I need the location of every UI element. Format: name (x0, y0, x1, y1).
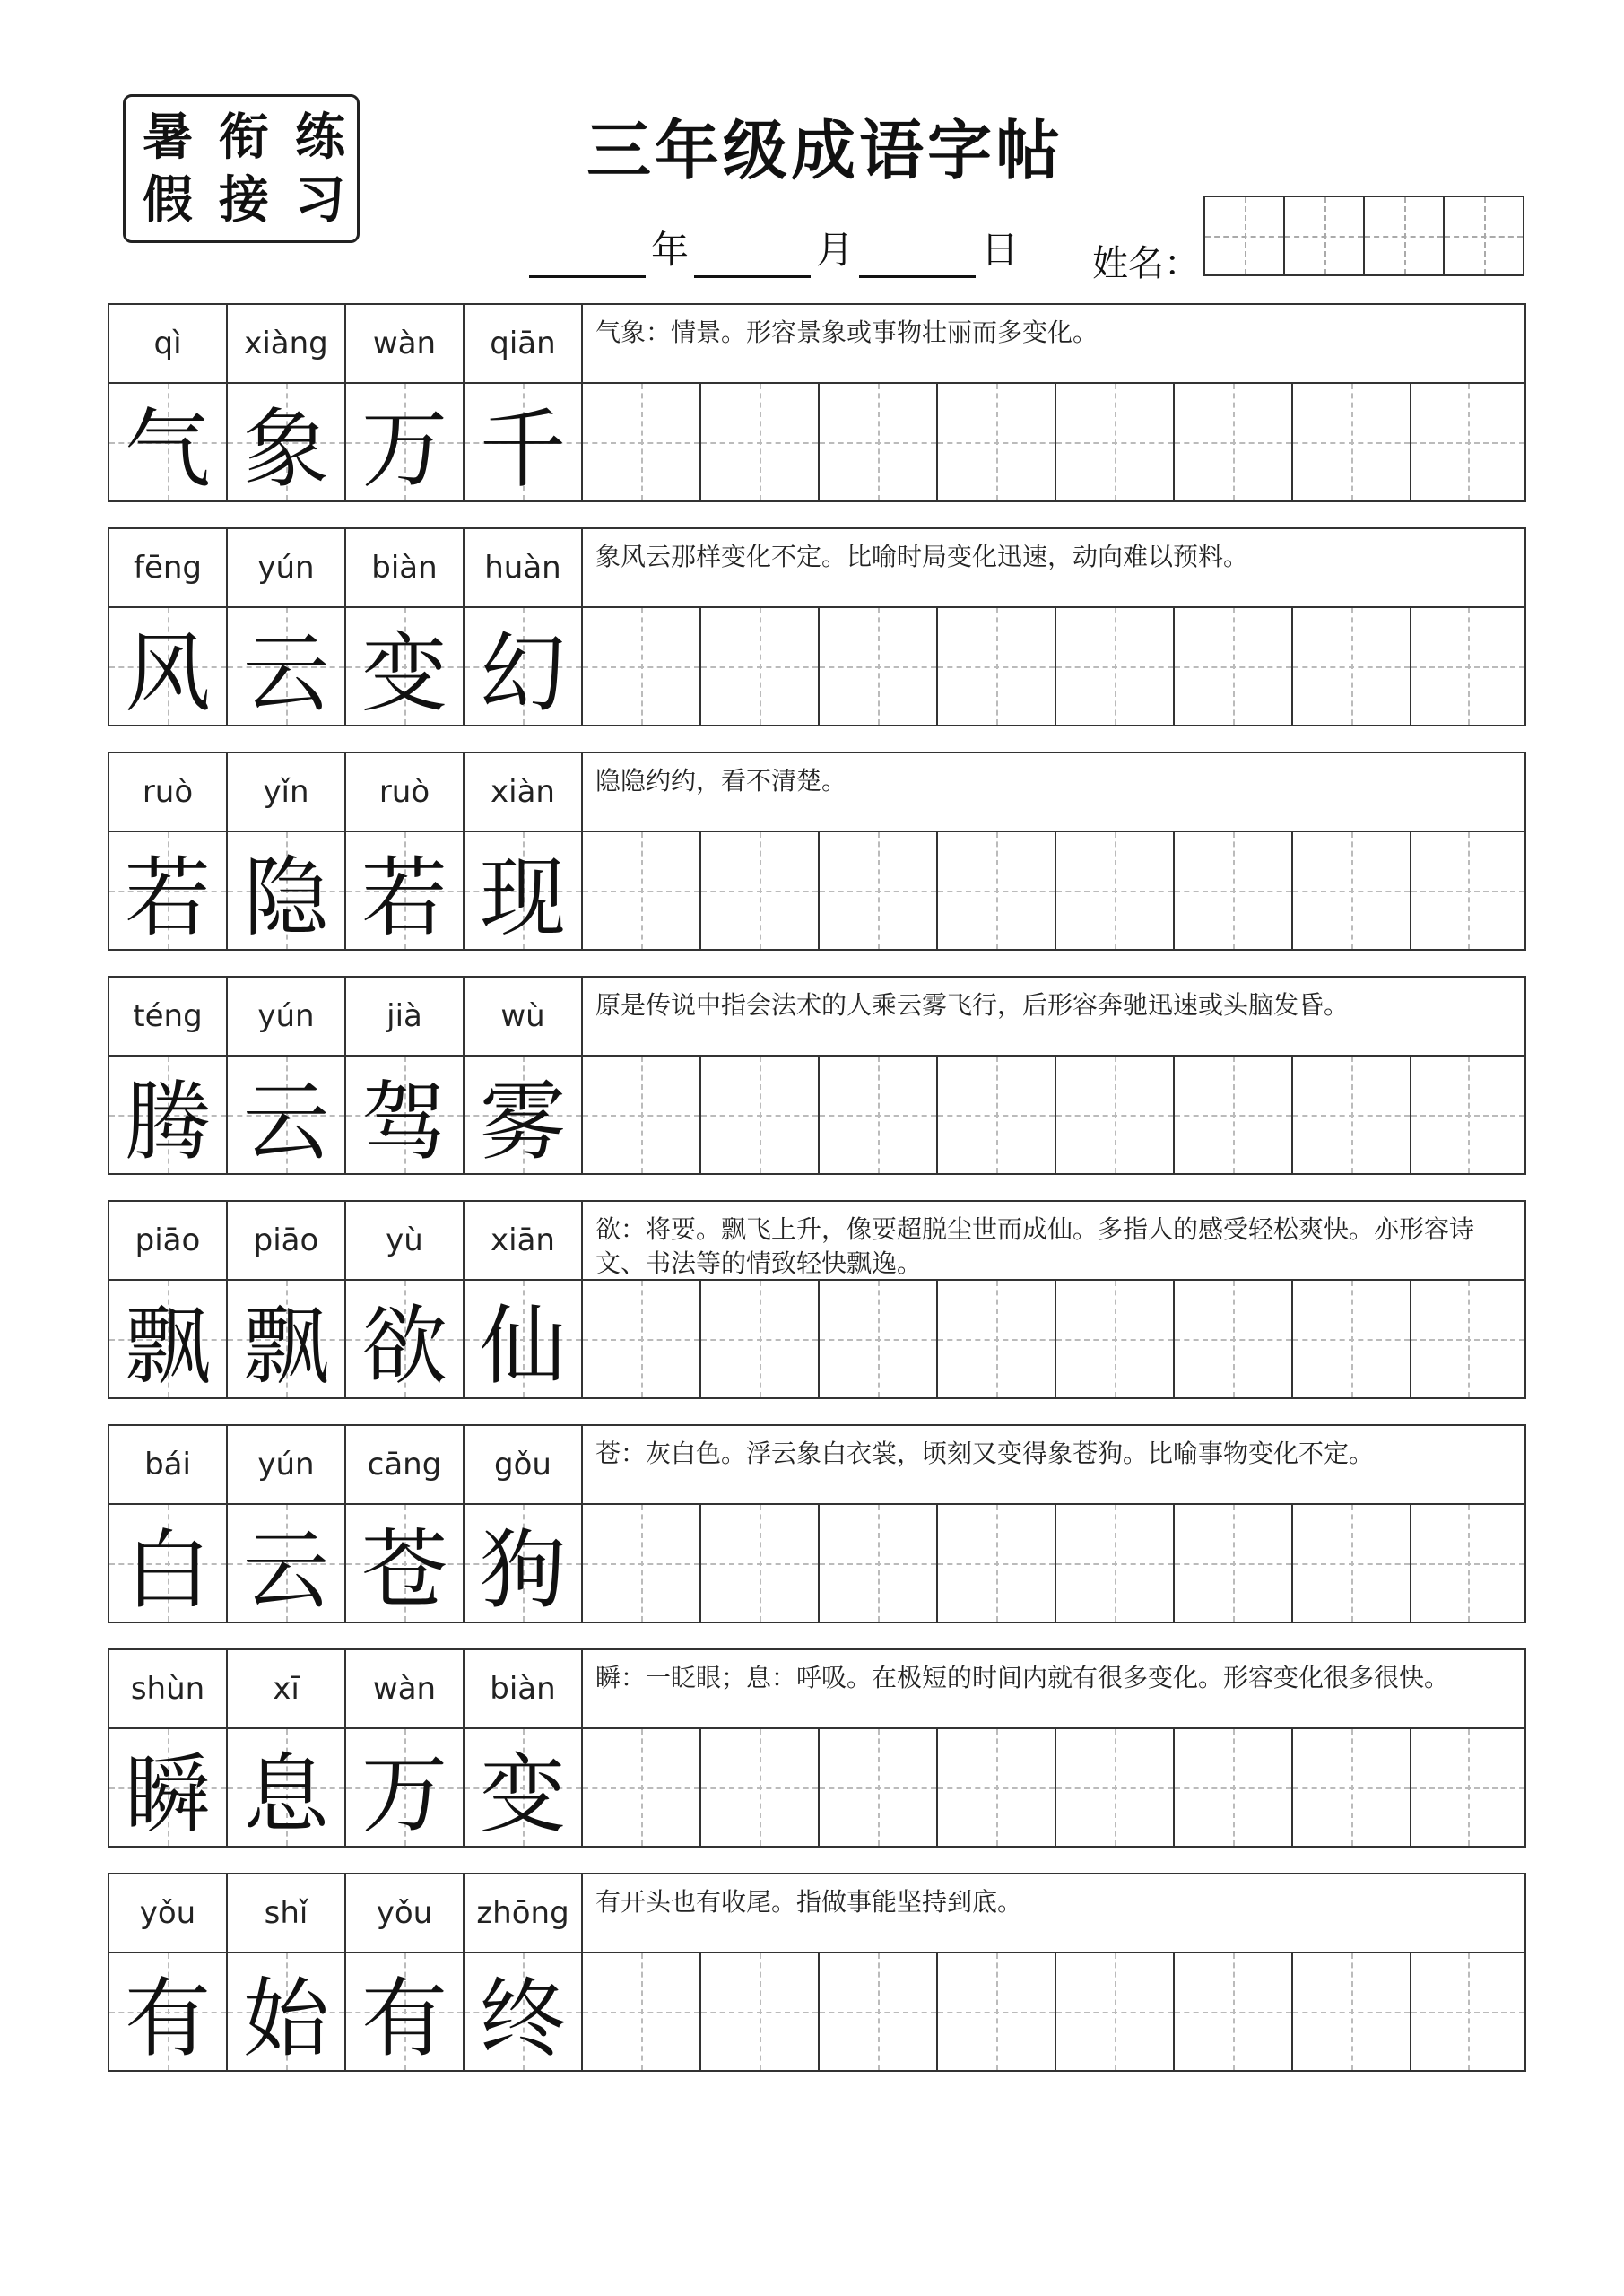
idiom-block (108, 976, 1526, 1175)
idiom-meaning: 苍：灰白色。浮云象白衣裳，顷刻又变得象苍狗。比喻事物变化不定。 (595, 1439, 1375, 1468)
model-character: 千 (480, 398, 566, 500)
character-row (109, 832, 1524, 949)
practice-cell[interactable] (583, 1281, 701, 1397)
character-row (109, 1729, 1524, 1846)
practice-cell[interactable] (1411, 1057, 1524, 1173)
pinyin-row (109, 1650, 1524, 1729)
stamp-column (136, 106, 199, 231)
model-character-cell (346, 1505, 465, 1622)
stamp-char: 练 (295, 108, 345, 167)
practice-cell[interactable] (583, 832, 701, 949)
practice-cell[interactable] (938, 1057, 1056, 1173)
practice-cell[interactable] (820, 832, 938, 949)
model-character: 腾 (125, 1071, 211, 1172)
pinyin-cell: wù (465, 978, 583, 1055)
model-character: 幻 (480, 622, 566, 724)
model-character-cell (109, 832, 228, 949)
practice-cell[interactable] (1056, 1281, 1175, 1397)
pinyin-cell: yún (228, 1426, 346, 1503)
name-cell[interactable] (1205, 197, 1285, 274)
character-row (109, 384, 1524, 500)
model-character: 万 (361, 398, 447, 500)
model-character-cell (109, 1057, 228, 1173)
practice-cell[interactable] (1175, 832, 1293, 949)
model-character: 欲 (361, 1295, 447, 1396)
model-character-cell (109, 1281, 228, 1397)
model-character-cell (109, 1505, 228, 1622)
model-character-cell (346, 1057, 465, 1173)
practice-cell[interactable] (1293, 384, 1411, 500)
name-cell[interactable] (1365, 197, 1445, 274)
practice-cell[interactable] (1411, 1953, 1524, 2070)
idiom-meaning: 隐隐约约，看不清楚。 (595, 766, 847, 796)
model-character-cell (346, 608, 465, 725)
practice-cell[interactable] (1175, 1505, 1293, 1622)
practice-cell[interactable] (701, 1057, 820, 1173)
practice-cell[interactable] (583, 608, 701, 725)
practice-cell[interactable] (1293, 608, 1411, 725)
pinyin-cell: wàn (346, 305, 465, 382)
model-character: 息 (243, 1744, 329, 1845)
model-character-cell (109, 1953, 228, 2070)
stamp-char: 习 (295, 170, 345, 230)
practice-cell[interactable] (1411, 832, 1524, 949)
model-character-cell (109, 384, 228, 500)
model-character-cell (346, 1729, 465, 1846)
model-character: 现 (480, 847, 566, 948)
practice-cell[interactable] (820, 1057, 938, 1173)
pinyin-row (109, 1426, 1524, 1505)
pinyin-cell: yún (228, 978, 346, 1055)
pinyin-cell: xiàng (228, 305, 346, 382)
model-character-cell (465, 1953, 583, 2070)
day-blank[interactable] (859, 232, 976, 278)
model-character-cell (228, 1953, 346, 2070)
practice-cell[interactable] (820, 1953, 938, 2070)
practice-cell[interactable] (1056, 384, 1175, 500)
pinyin-row (109, 305, 1524, 384)
idiom-meaning: 气象：情景。形容景象或事物壮丽而多变化。 (595, 317, 1099, 347)
practice-cell[interactable] (938, 384, 1056, 500)
practice-cell[interactable] (1175, 608, 1293, 725)
model-character: 变 (480, 1744, 566, 1845)
pinyin-row (109, 978, 1524, 1057)
model-character: 白 (125, 1519, 211, 1621)
page-title: 三年级成语字帖 (586, 113, 1064, 188)
model-character: 有 (125, 1968, 211, 2069)
model-character-cell (465, 1281, 583, 1397)
pinyin-row (109, 1202, 1524, 1281)
pinyin-cell: xiàn (465, 753, 583, 831)
practice-cell[interactable] (701, 1505, 820, 1622)
practice-cell[interactable] (1056, 1953, 1175, 2070)
idiom-block (108, 527, 1526, 726)
practice-cell[interactable] (1175, 384, 1293, 500)
model-character: 若 (361, 847, 447, 948)
name-cell[interactable] (1445, 197, 1523, 274)
pinyin-row (109, 1874, 1524, 1953)
practice-cell[interactable] (701, 832, 820, 949)
month-blank[interactable] (694, 232, 811, 278)
practice-cell[interactable] (938, 1953, 1056, 2070)
practice-cell[interactable] (1056, 608, 1175, 725)
model-character-cell (228, 1057, 346, 1173)
model-character-cell (109, 1729, 228, 1846)
practice-cell[interactable] (701, 384, 820, 500)
stamp-box (123, 94, 360, 243)
pinyin-cell: yǒu (346, 1874, 465, 1952)
practice-cell[interactable] (1293, 1057, 1411, 1173)
practice-cell[interactable] (820, 1281, 938, 1397)
model-character-cell (228, 1505, 346, 1622)
practice-cell[interactable] (938, 1505, 1056, 1622)
model-character-cell (465, 1729, 583, 1846)
model-character: 云 (243, 1071, 329, 1172)
practice-cell[interactable] (820, 608, 938, 725)
stamp-char: 接 (219, 170, 269, 230)
practice-cell[interactable] (1175, 1281, 1293, 1397)
practice-cell[interactable] (938, 608, 1056, 725)
practice-cell[interactable] (1056, 832, 1175, 949)
month-label: 月 (816, 228, 855, 272)
pinyin-cell: xī (228, 1650, 346, 1727)
model-character-cell (346, 1953, 465, 2070)
practice-cell[interactable] (1411, 384, 1524, 500)
character-row (109, 1281, 1524, 1397)
pinyin-cell: huàn (465, 529, 583, 606)
model-character: 有 (361, 1968, 447, 2069)
practice-cell[interactable] (1056, 1505, 1175, 1622)
practice-cell[interactable] (1411, 608, 1524, 725)
stamp-column (289, 106, 352, 231)
practice-cell[interactable] (1411, 1729, 1524, 1846)
practice-cell[interactable] (820, 384, 938, 500)
practice-cell[interactable] (1293, 1729, 1411, 1846)
stamp-char: 衔 (219, 108, 269, 167)
idiom-meaning: 原是传说中指会法术的人乘云雾飞行，后形容奔驰迅速或头脑发昏。 (595, 990, 1350, 1020)
pinyin-row (109, 753, 1524, 832)
model-character: 仙 (480, 1295, 566, 1396)
practice-cell[interactable] (701, 1281, 820, 1397)
idiom-block (108, 1200, 1526, 1399)
character-row (109, 608, 1524, 725)
model-character-cell (465, 608, 583, 725)
model-character: 隐 (243, 847, 329, 948)
model-character: 风 (125, 622, 211, 724)
practice-cell[interactable] (1175, 1953, 1293, 2070)
practice-cell[interactable] (938, 832, 1056, 949)
pinyin-cell: zhōng (465, 1874, 583, 1952)
model-character-cell (228, 608, 346, 725)
date-line (529, 224, 1024, 278)
pinyin-cell: cāng (346, 1426, 465, 1503)
model-character-cell (228, 1281, 346, 1397)
model-character-cell (465, 1057, 583, 1173)
idiom-meaning: 有开头也有收尾。指做事能坚持到底。 (595, 1887, 1023, 1917)
model-character-cell (228, 1729, 346, 1846)
model-character: 雾 (480, 1071, 566, 1172)
practice-cell[interactable] (701, 608, 820, 725)
practice-cell[interactable] (1056, 1729, 1175, 1846)
pinyin-cell: qì (109, 305, 228, 382)
pinyin-cell: jià (346, 978, 465, 1055)
year-label: 年 (651, 228, 690, 272)
model-character-cell (346, 1281, 465, 1397)
practice-cell[interactable] (1293, 832, 1411, 949)
pinyin-cell: xiān (465, 1202, 583, 1279)
model-character: 云 (243, 1519, 329, 1621)
practice-cell[interactable] (583, 1729, 701, 1846)
model-character: 驾 (361, 1071, 447, 1172)
practice-cell[interactable] (820, 1505, 938, 1622)
pinyin-cell: fēng (109, 529, 228, 606)
year-blank[interactable] (529, 232, 646, 278)
pinyin-cell: ruò (109, 753, 228, 831)
idiom-block (108, 1873, 1526, 2072)
practice-cell[interactable] (820, 1729, 938, 1846)
practice-cell[interactable] (701, 1953, 820, 2070)
model-character-cell (465, 832, 583, 949)
model-character-cell (346, 384, 465, 500)
practice-cell[interactable] (583, 384, 701, 500)
model-character: 瞬 (125, 1744, 211, 1845)
idiom-block (108, 752, 1526, 951)
practice-cell[interactable] (1175, 1729, 1293, 1846)
pinyin-cell: yún (228, 529, 346, 606)
practice-cell[interactable] (1411, 1281, 1524, 1397)
model-character: 苍 (361, 1519, 447, 1621)
model-character: 万 (361, 1744, 447, 1845)
idiom-meaning: 象风云那样变化不定。比喻时局变化迅速，动向难以预料。 (595, 542, 1249, 571)
pinyin-cell: yù (346, 1202, 465, 1279)
character-row (109, 1953, 1524, 2070)
practice-cell[interactable] (938, 1729, 1056, 1846)
model-character: 终 (480, 1968, 566, 2069)
pinyin-cell: piāo (109, 1202, 228, 1279)
idiom-block (108, 1648, 1526, 1848)
practice-cell[interactable] (1293, 1505, 1411, 1622)
practice-cell[interactable] (1293, 1281, 1411, 1397)
practice-cell[interactable] (938, 1281, 1056, 1397)
stamp-char: 暑 (143, 108, 193, 167)
idiom-block (108, 1424, 1526, 1623)
pinyin-cell: biàn (346, 529, 465, 606)
pinyin-cell: qiān (465, 305, 583, 382)
pinyin-cell: yǒu (109, 1874, 228, 1952)
pinyin-cell: wàn (346, 1650, 465, 1727)
model-character-cell (228, 832, 346, 949)
model-character: 若 (125, 847, 211, 948)
idiom-meaning: 欲：将要。飘飞上升，像要超脱尘世而成仙。多指人的感受轻松爽快。亦形容诗文、书法等的情致轻快飘逸。 (595, 1214, 1475, 1278)
idiom-meaning: 瞬：一眨眼；息：呼吸。在极短的时间内就有很多变化。形容变化很多很快。 (595, 1663, 1450, 1692)
practice-cell[interactable] (1411, 1505, 1524, 1622)
model-character-cell (228, 384, 346, 500)
idiom-block (108, 303, 1526, 502)
character-row (109, 1057, 1524, 1173)
model-character: 始 (243, 1968, 329, 2069)
pinyin-cell: gǒu (465, 1426, 583, 1503)
model-character-cell (465, 1505, 583, 1622)
name-grid[interactable] (1203, 196, 1524, 276)
practice-cell[interactable] (1175, 1057, 1293, 1173)
pinyin-cell: shùn (109, 1650, 228, 1727)
stamp-char: 假 (143, 170, 193, 230)
pinyin-cell: shǐ (228, 1874, 346, 1952)
practice-cell[interactable] (583, 1953, 701, 2070)
model-character: 云 (243, 622, 329, 724)
stamp-column (213, 106, 275, 231)
day-label: 日 (981, 228, 1020, 272)
pinyin-cell: piāo (228, 1202, 346, 1279)
character-row (109, 1505, 1524, 1622)
practice-cell[interactable] (1293, 1953, 1411, 2070)
model-character: 象 (243, 398, 329, 500)
pinyin-cell: bái (109, 1426, 228, 1503)
pinyin-cell: biàn (465, 1650, 583, 1727)
model-character: 变 (361, 622, 447, 724)
practice-cell[interactable] (583, 1057, 701, 1173)
model-character: 狗 (480, 1519, 566, 1621)
pinyin-cell: yǐn (228, 753, 346, 831)
practice-cell[interactable] (1056, 1057, 1175, 1173)
name-label: 姓名： (1092, 243, 1200, 284)
practice-cell[interactable] (701, 1729, 820, 1846)
pinyin-row (109, 529, 1524, 608)
pinyin-cell: ruò (346, 753, 465, 831)
name-cell[interactable] (1285, 197, 1365, 274)
model-character: 气 (125, 398, 211, 500)
model-character: 飘 (243, 1295, 329, 1396)
model-character-cell (346, 832, 465, 949)
pinyin-cell: téng (109, 978, 228, 1055)
practice-cell[interactable] (583, 1505, 701, 1622)
model-character-cell (465, 384, 583, 500)
model-character-cell (109, 608, 228, 725)
model-character: 飘 (125, 1295, 211, 1396)
